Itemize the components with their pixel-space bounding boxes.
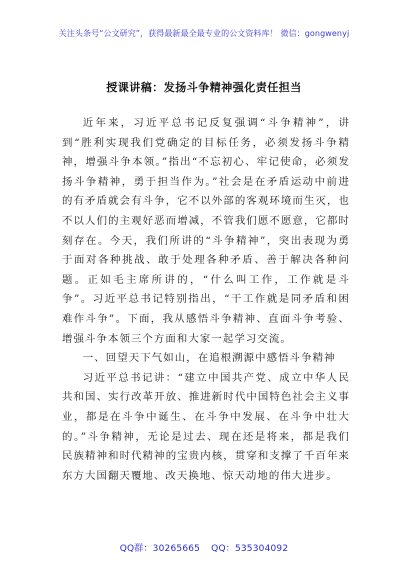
qq-number: QQ：535304092 xyxy=(211,544,289,554)
section-heading-1: 一、回望天下气如山，在追根溯源中感悟斗争精神 xyxy=(82,352,336,365)
document-title: 授课讲稿：发扬斗争精神强化责任担当 xyxy=(106,81,302,94)
document-body xyxy=(62,114,350,486)
paragraph-intro: 近年来，习近平总书记反复强调“斗争精神”，讲到“胜利实现我们党确定的目标任务，必须发扬斗争精神，增强斗争本领。”指出“不忘初心、牢记使命，必须发扬斗争精神，勇于担当作为。”社会是在矛盾运动中前进的有矛盾就会有斗争，它不以外部的客观环境而生灭，也不以人们的主观好恶而增减，不管我们愿不愿意，它都时刻存在。今天，我们所讲的“斗争精神”，突出表现为勇于面对各种挑战、敢于处理各种矛盾、善于解决各种问题。正如毛主席所讲的，“什么叫工作，工作就是斗争”。习近平总书记特别指出，“干工作就是同矛盾和困难作斗争”。下面，我从感悟斗争精神、直面斗争考验、增强斗争本领三个方面和大家一起学习交流。 xyxy=(62,117,350,345)
header-notice: 关注头条号“公文研究”，获得最新最全最专业的公文资料库！ 微信：gongwenyj xyxy=(58,29,350,38)
paragraph-section-1: 习近平总书记讲：“建立中国共产党、成立中华人民共和国、实行改革开放、推进新时代中国特色社会主义事业，都是在斗争中诞生、在斗争中发展、在斗争中壮大的。”斗争精神，无论是过去、现在还是将来，都是我们民族精神和时代精神的宝贵内核，贯穿和支撑了千百年来东方大国翻天覆地、改天换地、惊天动地的伟大进步。 xyxy=(62,371,350,482)
qq-group: QQ群：30265665 xyxy=(119,544,201,554)
footer-contact xyxy=(0,541,408,554)
